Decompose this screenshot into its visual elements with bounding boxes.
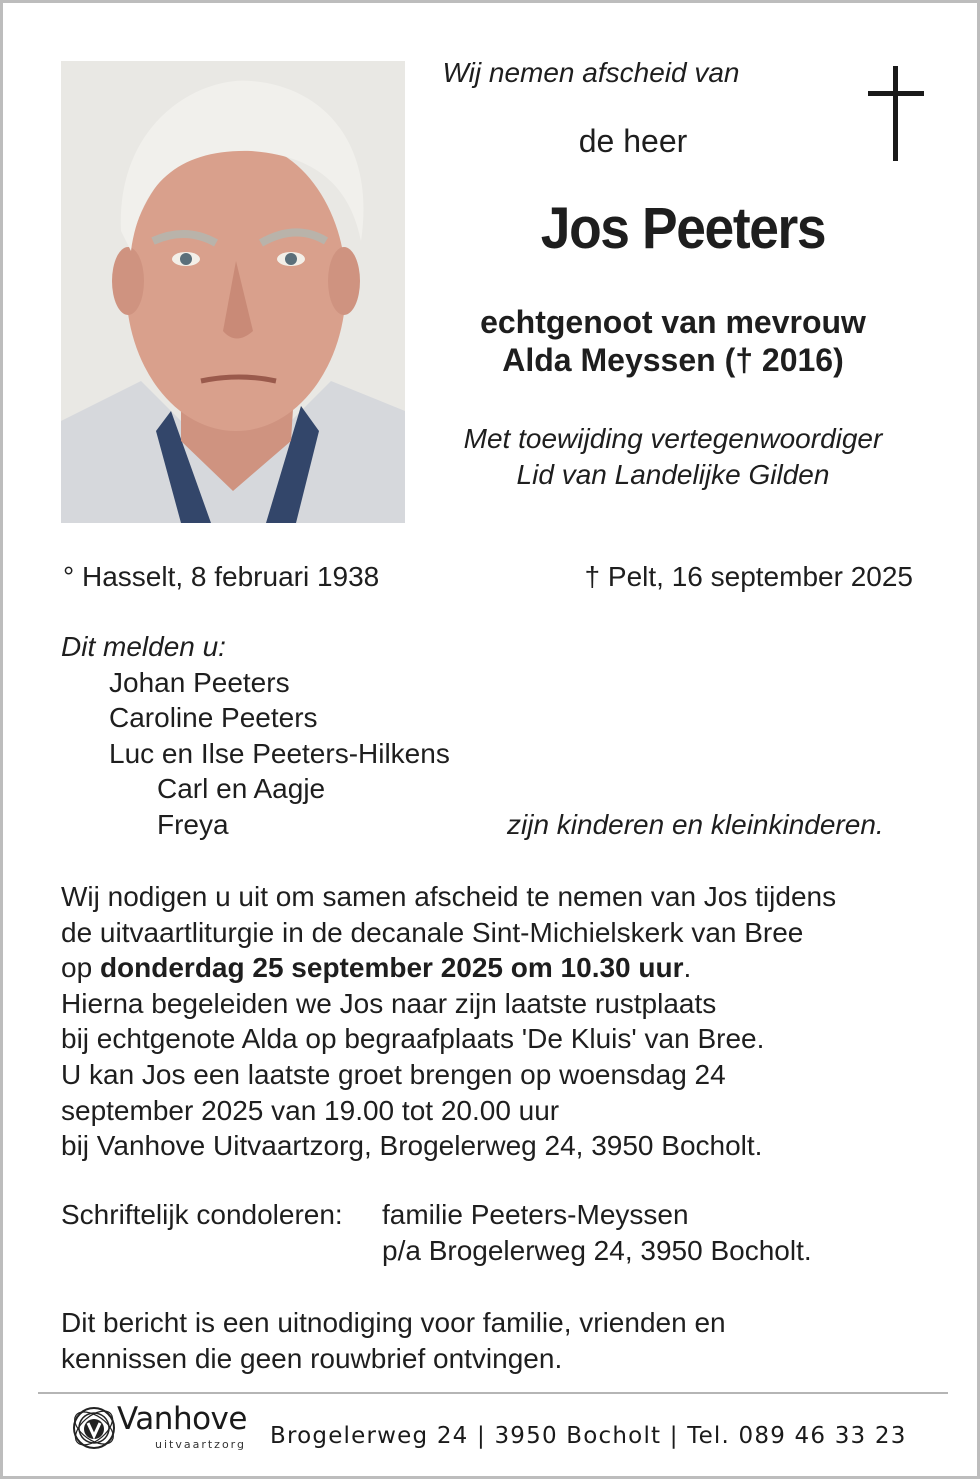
death-date: † Pelt, 16 september 2025 [584, 561, 913, 592]
relation-text: zijn kinderen en kleinkinderen. [507, 809, 884, 840]
logo-subtitle: uitvaartzorg [155, 1438, 246, 1451]
deceased-name: Jos Peeters [540, 196, 826, 261]
condolence-label: Schriftelijk condoleren: [61, 1199, 343, 1230]
footer-address: Brogelerweg 24 | 3950 Bocholt | Tel. 089 46 33 23 [270, 1423, 907, 1449]
notice-paragraph [61, 1305, 941, 1376]
mourner-item: Carl en Aagje [157, 773, 326, 804]
role-line-1: Met toewijding vertegenwoordiger [463, 423, 883, 454]
title-prefix: de heer [578, 123, 688, 159]
invitation-line: de uitvaartliturgie in de decanale Sint-Michielskerk van Bree [61, 916, 804, 948]
ceremony-datetime: donderdag 25 september 2025 om 10.30 uur [99, 952, 684, 984]
notice-line: Dit bericht is een uitnodiging voor familie, vrienden en [61, 1307, 726, 1338]
mourner-item: Luc en Ilse Peeters-Hilkens [109, 738, 450, 769]
invitation-line-date: op donderdag 25 september 2025 om 10.30 uur. [61, 952, 692, 984]
condolence-address: p/a Brogelerweg 24, 3950 Bocholt. [382, 1235, 812, 1266]
invitation-line: U kan Jos een laatste groet brengen op woensdag 24 [61, 1058, 726, 1090]
footer-divider [38, 1392, 948, 1394]
invitation-line: Wij nodigen u uit om samen afscheid te nemen van Jos tijdens [61, 881, 837, 912]
birth-date: ° Hasselt, 8 februari 1938 [63, 561, 380, 592]
funeral-home-logo [67, 1401, 257, 1461]
mourner-item: Freya [157, 809, 229, 840]
intro-text: Wij nemen afscheid van [442, 57, 740, 88]
spouse-line-2: Alda Meyssen († 2016) [502, 342, 844, 378]
mourner-item: Caroline Peeters [109, 702, 318, 733]
cross-icon [868, 66, 924, 161]
announcement-heading: Dit melden u: [61, 631, 226, 662]
invitation-line: Hierna begeleiden we Jos naar zijn laatste rustplaats [61, 987, 717, 1019]
logo-name: Vanhove [117, 1401, 247, 1437]
spouse-line-1: echtgenoot van mevrouw [480, 304, 866, 340]
notice-line: kennissen die geen rouwbrief ontvingen. [61, 1342, 563, 1374]
spouse-block [423, 303, 923, 379]
invitation-line: bij Vanhove Uitvaartzorg, Brogelerweg 24, 3950 Bocholt. [61, 1130, 763, 1162]
invitation-line: bij echtgenote Alda op begraafplaats 'De Kluis' van Bree. [61, 1023, 765, 1055]
role-line-2: Lid van Landelijke Gilden [516, 459, 830, 490]
invitation-line: september 2025 van 19.00 tot 20.00 uur [61, 1094, 560, 1126]
mourner-item: Johan Peeters [109, 667, 290, 698]
condolence-name: familie Peeters-Meyssen [382, 1199, 689, 1230]
portrait-photo [61, 61, 405, 523]
invitation-paragraph [61, 879, 941, 1164]
role-block [413, 421, 933, 493]
logo-swirl-icon [67, 1401, 121, 1455]
